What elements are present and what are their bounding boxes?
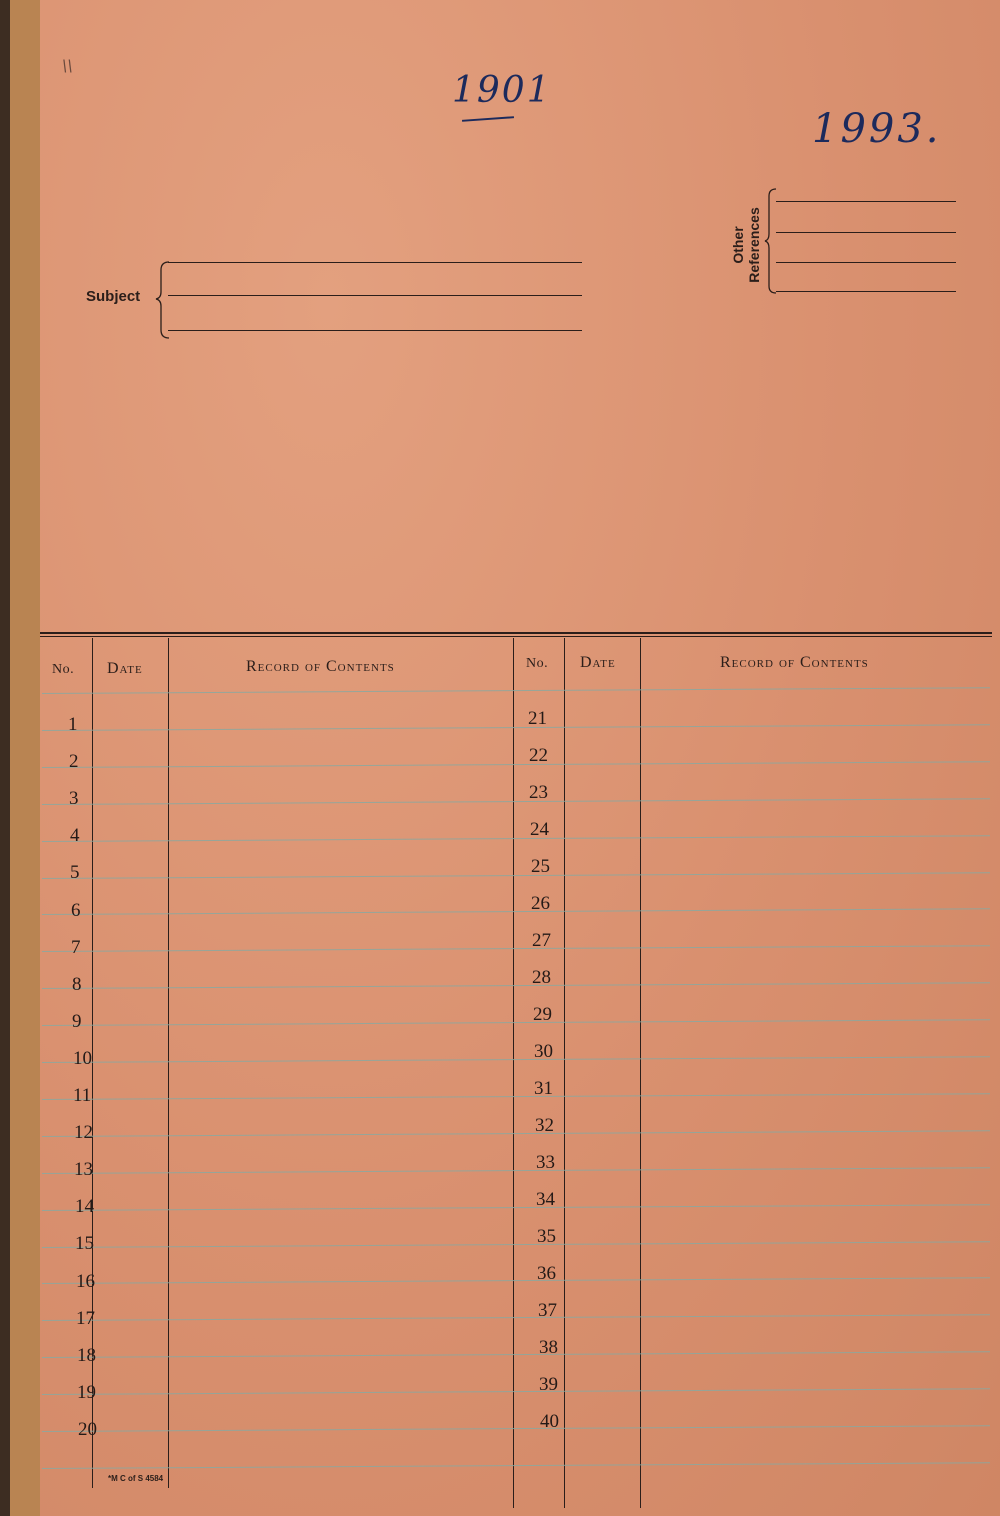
table-top-rule-inner xyxy=(40,636,992,637)
row-number: 8 xyxy=(72,974,82,995)
row-number: 7 xyxy=(71,937,81,958)
row-number: 10 xyxy=(73,1048,92,1069)
row-number: 16 xyxy=(76,1271,95,1292)
row-number: 26 xyxy=(531,893,550,914)
row-number: 36 xyxy=(537,1263,556,1284)
right-record-header: Record of Contents xyxy=(720,654,869,671)
left-record-header: Record of Contents xyxy=(246,658,395,675)
other-reference-line-1[interactable] xyxy=(776,201,956,202)
row-number: 30 xyxy=(534,1041,553,1062)
handwritten-ref-number: 1993. xyxy=(812,106,942,152)
row-number: 1 xyxy=(68,714,78,735)
other-references-text: Other References xyxy=(730,207,762,283)
other-reference-line-3[interactable] xyxy=(776,262,956,263)
row-number: 39 xyxy=(539,1374,558,1395)
row-number: 21 xyxy=(528,708,547,729)
row-number: 15 xyxy=(75,1233,94,1254)
table-top-rule xyxy=(40,632,992,634)
row-number: 9 xyxy=(72,1011,82,1032)
row-number: 29 xyxy=(533,1004,552,1025)
cover-sheet xyxy=(40,0,1000,1516)
subject-line-2[interactable] xyxy=(168,295,582,296)
row-number: 14 xyxy=(75,1196,94,1217)
row-number: 22 xyxy=(529,745,548,766)
row-number: 32 xyxy=(535,1115,554,1136)
row-number: 13 xyxy=(74,1159,93,1180)
right-date-record-divider xyxy=(640,638,641,1508)
spine-edge xyxy=(0,0,10,1516)
corner-handwritten-mark: \\ xyxy=(62,56,73,75)
row-number: 31 xyxy=(534,1078,553,1099)
row-number: 24 xyxy=(530,819,549,840)
row-number: 34 xyxy=(536,1189,555,1210)
center-divider xyxy=(513,638,514,1508)
row-number: 37 xyxy=(538,1300,557,1321)
row-number: 40 xyxy=(540,1411,559,1432)
right-no-header: No. xyxy=(526,656,549,671)
subject-label: Subject xyxy=(86,288,141,305)
row-number: 23 xyxy=(529,782,548,803)
row-number: 3 xyxy=(69,788,79,809)
other-reference-line-2[interactable] xyxy=(776,232,956,233)
row-number: 35 xyxy=(537,1226,556,1247)
row-number: 11 xyxy=(73,1085,92,1106)
subject-line-3[interactable] xyxy=(168,330,582,331)
row-number: 4 xyxy=(70,825,80,846)
row-number: 38 xyxy=(539,1337,558,1358)
row-number: 20 xyxy=(78,1419,97,1440)
printer-mark: *M C of S 4584 xyxy=(108,1474,164,1483)
row-number: 2 xyxy=(69,751,79,772)
row-number: 19 xyxy=(77,1382,96,1403)
row-number: 27 xyxy=(532,930,551,951)
subject-line-1[interactable] xyxy=(168,262,582,263)
row-number: 12 xyxy=(74,1122,93,1143)
right-date-header: Date xyxy=(580,654,616,671)
row-number: 25 xyxy=(531,856,550,877)
left-date-header: Date xyxy=(107,660,143,677)
row-number: 33 xyxy=(536,1152,555,1173)
row-number: 6 xyxy=(71,900,81,921)
row-number: 28 xyxy=(532,967,551,988)
row-number: 17 xyxy=(76,1308,95,1329)
other-reference-line-4[interactable] xyxy=(776,291,956,292)
other-references-brace xyxy=(764,186,782,296)
row-number: 18 xyxy=(77,1345,96,1366)
left-no-header: No. xyxy=(52,662,75,677)
right-no-date-divider xyxy=(564,638,565,1508)
handwritten-file-number: 1901 xyxy=(452,70,552,111)
row-number: 5 xyxy=(70,862,80,883)
